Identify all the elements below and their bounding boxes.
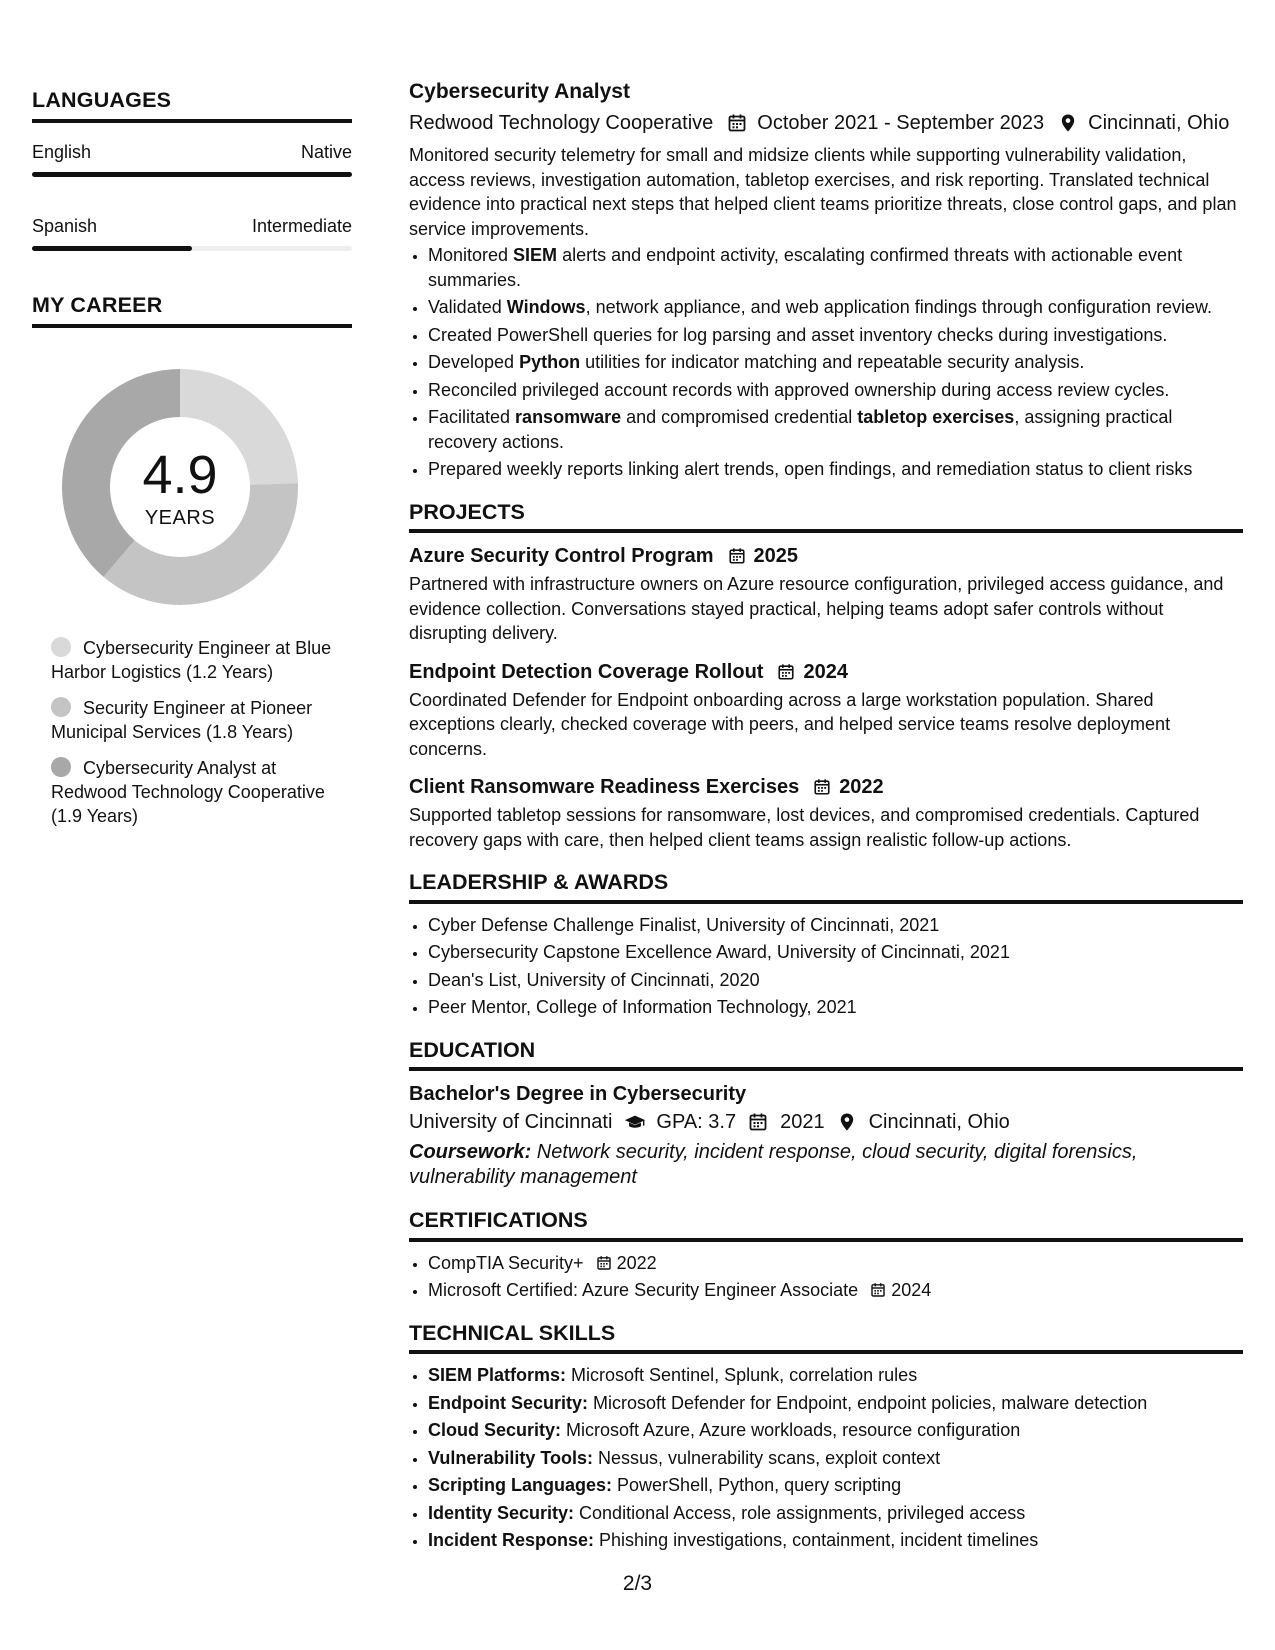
- calendar-icon: [727, 113, 747, 133]
- project-header: [409, 773, 1243, 801]
- calendar-icon: [728, 547, 746, 565]
- skill-label: Incident Response:: [428, 1530, 595, 1550]
- project-year: 2024: [803, 660, 848, 683]
- project-name: Azure Security Control Program: [409, 545, 714, 567]
- legend-swatch: [51, 637, 71, 657]
- project-year: 2022: [839, 776, 884, 798]
- language-name: Spanish: [32, 216, 98, 236]
- job-description: Monitored security telemetry for small and midsize clients while supporting vulnerability validation, access reviews, investigation automation, tabletop exercises, and risk reporting. Translated technical evidence into practical next steps that helped client teams prioritize threats, close control gaps, and plan service improvements.: [409, 145, 1237, 239]
- experience-entry: [409, 78, 1243, 482]
- bullet-text: Prepared weekly reports linking alert trends, open findings, and remediation status to client risks: [428, 459, 1193, 479]
- calendar-icon: [777, 663, 795, 681]
- coursework-text: Network security, incident response, cloud security, digital forensics, vulnerability management: [409, 1141, 1138, 1188]
- skills-list: [409, 1363, 1243, 1553]
- education-coursework: [409, 1140, 1243, 1190]
- language-level: Intermediate: [251, 216, 352, 236]
- certification-year: 2022: [616, 1252, 657, 1273]
- job-bullet: [428, 405, 1243, 454]
- bullet-text: Facilitated: [428, 407, 516, 427]
- project-item: [409, 542, 1243, 646]
- education-school: University of Cincinnati: [409, 1111, 613, 1133]
- skill-item: [428, 1363, 1243, 1388]
- certification-line: [428, 1278, 1243, 1303]
- legend-item: [51, 756, 341, 828]
- project-header: [409, 542, 1243, 570]
- skill-item: [428, 1501, 1243, 1526]
- education-gpa: GPA: 3.7: [656, 1111, 737, 1133]
- language-proficiency-bar: [32, 246, 352, 251]
- leadership-list: [409, 913, 1243, 1020]
- career-legend: [51, 636, 341, 828]
- award-item: • Cybersecurity Capstone Excellence Award, University of Cincinnati, 2021: [428, 940, 1243, 965]
- project-description: Supported tabletop sessions for ransomware, lost devices, and compromised credentials. Captured recovery gaps with care, then helped client teams assign realistic follow-up actions.: [409, 805, 1200, 850]
- bullet-keyword: tabletop exercises: [857, 407, 1015, 427]
- bullet-text: , network appliance, and web application findings through configuration review.: [585, 297, 1212, 317]
- language-proficiency-fill: [32, 246, 192, 251]
- bullet-text: Validated: [428, 297, 507, 317]
- career-section: [32, 293, 352, 828]
- projects-list: [409, 542, 1243, 852]
- award-item: • Cyber Defense Challenge Finalist, University of Cincinnati, 2021: [428, 913, 1243, 938]
- legend-label: Cybersecurity Analyst at Redwood Technology Cooperative (1.9 Years): [51, 758, 325, 826]
- bullet-text: , assigning practical recovery actions.: [428, 407, 1173, 452]
- skill-item: [428, 1528, 1243, 1553]
- education-degree: Bachelor's Degree in Cybersecurity: [409, 1083, 747, 1105]
- left-column: [32, 88, 352, 840]
- donut-center: [55, 362, 305, 612]
- bullet-text: utilities for indicator matching and repeatable security analysis.: [580, 352, 1085, 372]
- skill-item: [428, 1446, 1243, 1471]
- location-pin-icon: [837, 1112, 859, 1132]
- education-year: 2021: [780, 1111, 825, 1133]
- bullet-text: alerts and endpoint activity, escalating confirmed threats with actionable event summaries.: [428, 245, 1183, 290]
- bullet-text: Monitored: [428, 245, 514, 265]
- career-total-unit: YEARS: [144, 507, 216, 529]
- job-meta: [409, 109, 1243, 137]
- legend-swatch: [51, 757, 71, 777]
- certification-item: [428, 1278, 1243, 1303]
- job-bullet: [428, 457, 1243, 482]
- job-location: Cincinnati, Ohio: [1088, 112, 1230, 134]
- project-name: Endpoint Detection Coverage Rollout: [409, 660, 764, 683]
- skills-heading: TECHNICAL SKILLS: [409, 1321, 1243, 1355]
- calendar-icon: [813, 778, 831, 796]
- job-dates: October 2021 - September 2023: [757, 112, 1045, 134]
- bullet-keyword: Windows: [506, 297, 586, 317]
- project-description: Partnered with infrastructure owners on Azure resource configuration, privileged access guidance, and evidence collection. Conversations stayed practical, helping teams adopt safer controls without disrupting delivery.: [409, 574, 1224, 643]
- languages-heading: LANGUAGES: [32, 88, 352, 123]
- job-bullet: [428, 295, 1243, 320]
- certification-item: [428, 1251, 1243, 1276]
- job-title: Cybersecurity Analyst: [409, 80, 630, 103]
- graduation-cap-icon: [624, 1112, 646, 1132]
- skill-item: [428, 1418, 1243, 1443]
- job-bullet: [428, 378, 1243, 403]
- skill-value: Phishing investigations, containment, incident timelines: [594, 1530, 1039, 1550]
- skill-label: SIEM Platforms:: [428, 1365, 567, 1385]
- job-bullet: [428, 323, 1243, 348]
- legend-item: [51, 636, 341, 684]
- skill-item: [428, 1473, 1243, 1498]
- skill-label: Vulnerability Tools:: [428, 1447, 594, 1468]
- skill-label: Cloud Security:: [428, 1420, 562, 1440]
- bullet-keyword: ransomware: [515, 407, 622, 427]
- calendar-icon: [748, 1112, 770, 1132]
- job-bullet: [428, 350, 1243, 375]
- bullet-text: and compromised credential: [621, 407, 858, 427]
- location-pin-icon: [1058, 113, 1078, 133]
- bullet-keyword: Python: [519, 352, 581, 372]
- right-column: [409, 78, 1243, 1556]
- legend-swatch: [51, 697, 71, 717]
- education-location: Cincinnati, Ohio: [868, 1111, 1010, 1133]
- skill-label: Identity Security:: [428, 1502, 575, 1523]
- page-number: 2/3: [622, 1572, 653, 1595]
- job-company: Redwood Technology Cooperative: [409, 112, 714, 134]
- language-item: [32, 141, 352, 177]
- education-heading: EDUCATION: [409, 1038, 1243, 1072]
- bullet-text: Reconciled privileged account records with approved ownership during access review cycles.: [428, 379, 1170, 400]
- skill-value: Microsoft Azure, Azure workloads, resource configuration: [561, 1420, 1021, 1440]
- skill-value: Nessus, vulnerability scans, exploit context: [593, 1447, 941, 1468]
- project-item: [409, 658, 1243, 762]
- certifications-heading: CERTIFICATIONS: [409, 1208, 1243, 1242]
- certification-year: 2024: [891, 1280, 932, 1300]
- legend-label: Security Engineer at Pioneer Municipal Services (1.8 Years): [51, 698, 313, 742]
- bullet-keyword: SIEM: [513, 245, 558, 265]
- skill-label: Endpoint Security:: [428, 1392, 589, 1413]
- projects-heading: PROJECTS: [409, 500, 1243, 534]
- legend-label: Cybersecurity Engineer at Blue Harbor Logistics (1.2 Years): [51, 638, 332, 682]
- certifications-list: [409, 1251, 1243, 1303]
- skill-label: Scripting Languages:: [428, 1475, 613, 1495]
- certification-name: • CompTIA Security+: [428, 1252, 584, 1273]
- calendar-icon: [596, 1255, 612, 1271]
- project-name: Client Ransomware Readiness Exercises: [409, 776, 800, 798]
- legend-item: [51, 696, 341, 744]
- bullet-text: Created PowerShell queries for log parsing and asset inventory checks during investigations.: [428, 324, 1168, 345]
- coursework-label: Coursework:: [409, 1141, 532, 1163]
- education-meta: [409, 1108, 1243, 1136]
- education-entry: [409, 1080, 1243, 1190]
- calendar-icon: [870, 1282, 886, 1298]
- project-year: 2025: [753, 545, 799, 567]
- bullet-text: Developed: [428, 352, 520, 372]
- job-bullets: [409, 243, 1243, 482]
- project-item: [409, 773, 1243, 852]
- job-bullet: [428, 243, 1243, 292]
- language-name: English: [32, 142, 92, 162]
- skill-value: Microsoft Sentinel, Splunk, correlation rules: [566, 1365, 918, 1385]
- skill-item: [428, 1391, 1243, 1416]
- award-item: • Dean's List, University of Cincinnati, 2020: [428, 968, 1243, 993]
- language-proficiency-fill: [32, 172, 352, 177]
- leadership-heading: LEADERSHIP & AWARDS: [409, 870, 1243, 904]
- certification-name: • Microsoft Certified: Azure Security Engineer Associate: [428, 1280, 859, 1300]
- career-donut-chart: [55, 362, 305, 612]
- project-header: [409, 658, 1243, 686]
- languages-list: [32, 141, 352, 251]
- language-proficiency-bar: [32, 172, 352, 177]
- skill-value: Microsoft Defender for Endpoint, endpoint policies, malware detection: [588, 1392, 1148, 1413]
- language-item: [32, 215, 352, 251]
- certification-line: [428, 1251, 1243, 1276]
- language-level: Native: [300, 142, 352, 162]
- award-item: • Peer Mentor, College of Information Technology, 2021: [428, 995, 1243, 1020]
- skill-value: Conditional Access, role assignments, privileged access: [574, 1502, 1026, 1523]
- skill-value: PowerShell, Python, query scripting: [612, 1475, 902, 1495]
- project-description: Coordinated Defender for Endpoint onboarding across a large workstation population. Shared exceptions clearly, checked coverage with peers, and helped service teams resolve deployment concerns.: [409, 689, 1171, 759]
- career-heading: MY CAREER: [32, 293, 352, 328]
- career-total-years: 4.9: [142, 445, 218, 505]
